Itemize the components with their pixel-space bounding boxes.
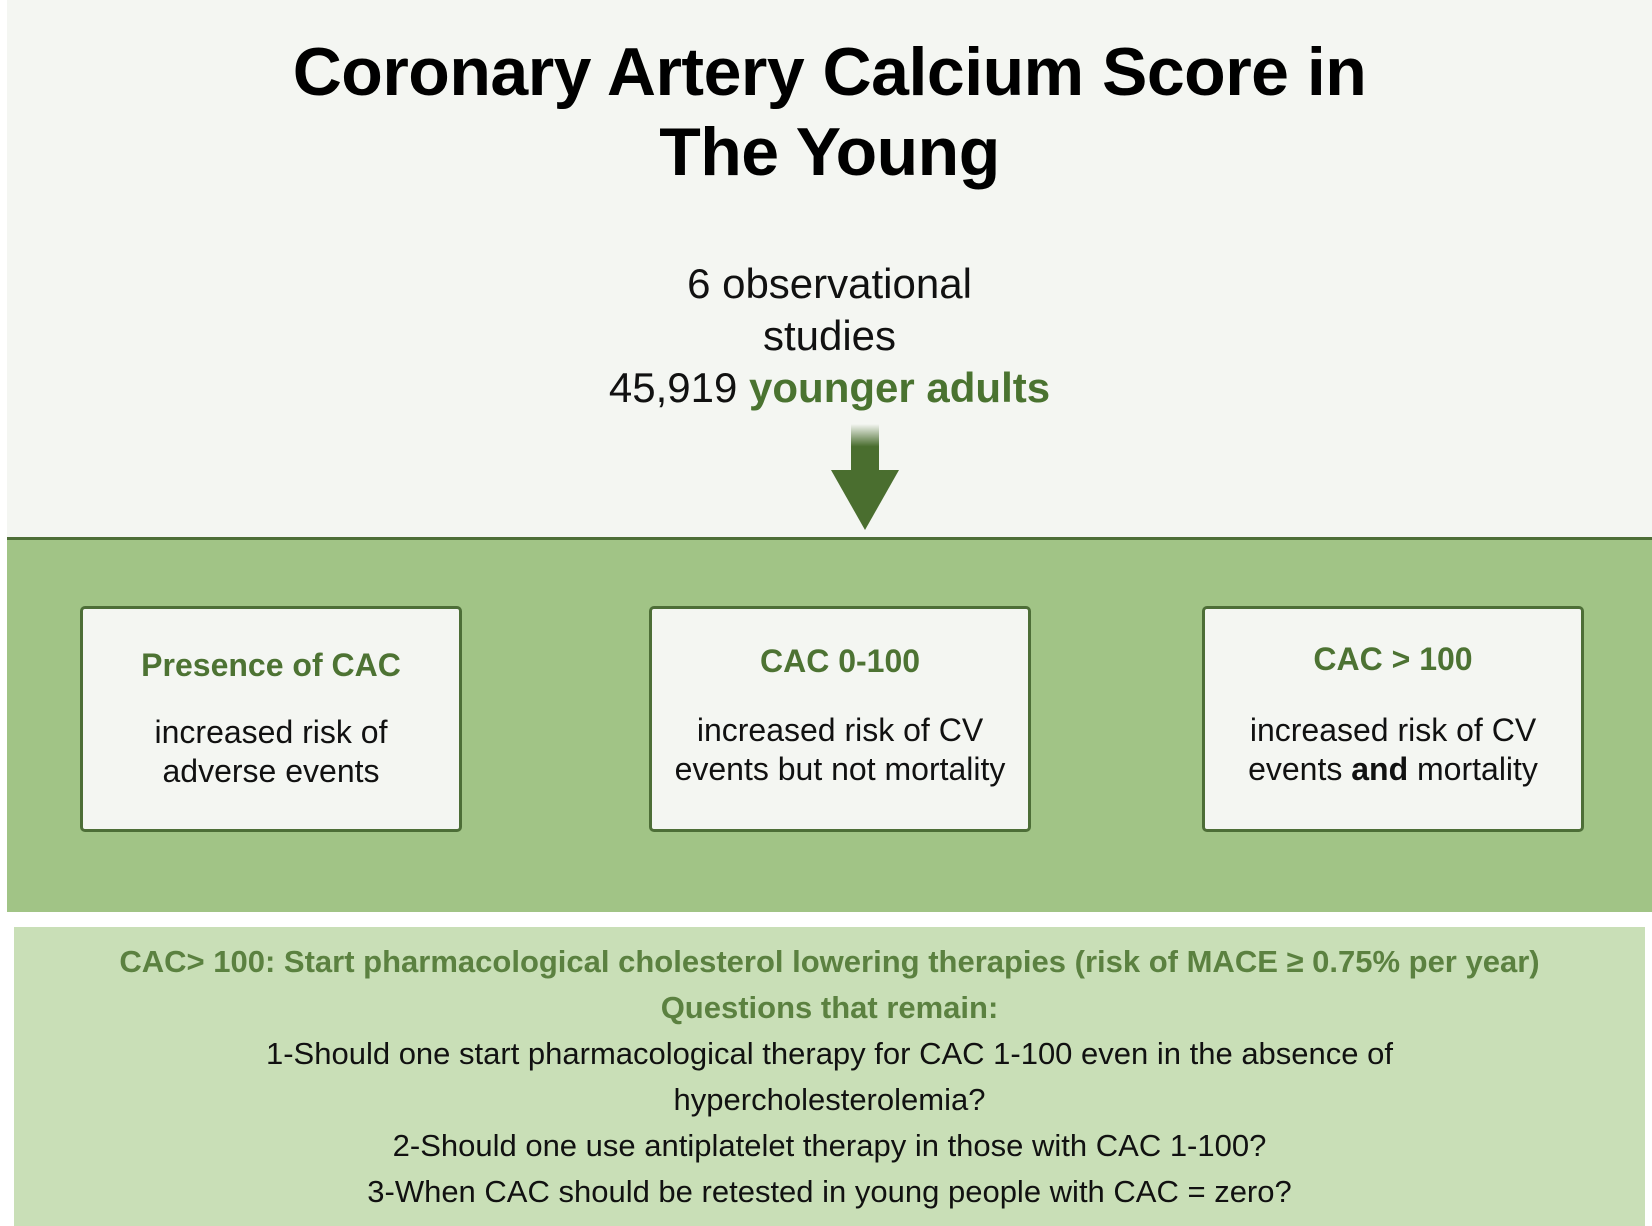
header-section	[7, 0, 1652, 537]
population-label: younger adults	[749, 364, 1051, 411]
recommendation-text: CAC> 100: Start pharmacological cholesterol lowering therapies (risk of MACE ≥ 0.75% per year)	[119, 944, 1540, 979]
question-line: 1-Should one start pharmacological therapy for CAC 1-100 even in the absence of	[265, 1036, 1393, 1071]
card-title: CAC > 100	[1313, 641, 1473, 677]
findings-band	[7, 537, 1652, 912]
page-title	[7, 32, 1652, 192]
card-presence-of-cac	[80, 606, 462, 832]
card-body-line-1: increased risk of	[154, 714, 388, 750]
card-body-emphasis: and	[1351, 751, 1409, 787]
question-line: 2-Should one use antiplatelet therapy in those with CAC 1-100?	[392, 1128, 1267, 1163]
card-cac-over-100	[1202, 606, 1584, 832]
questions-heading: Questions that remain:	[660, 990, 999, 1025]
card-body	[1205, 711, 1581, 789]
participant-count: 45,919	[608, 364, 738, 411]
card-body	[83, 713, 459, 791]
down-arrow-icon	[827, 424, 903, 532]
question-line: 3-When CAC should be retested in young people with CAC = zero?	[367, 1174, 1292, 1209]
card-body-text: events	[1248, 751, 1343, 787]
studies-line-1: 6 observational	[687, 260, 972, 307]
card-cac-0-100	[649, 606, 1031, 832]
title-line-1: Coronary Artery Calcium Score in	[292, 34, 1367, 110]
card-body-line-1: increased risk of CV	[696, 712, 984, 748]
card-title: CAC 0-100	[759, 643, 921, 679]
card-body-line-2	[1205, 750, 1581, 789]
card-body-line-2: adverse events	[162, 753, 380, 789]
studies-line-3	[7, 362, 1652, 414]
card-body-text: mortality	[1417, 751, 1538, 787]
studies-line-2: studies	[762, 312, 897, 359]
card-title: Presence of CAC	[141, 647, 401, 683]
title-line-2: The Young	[659, 114, 1000, 190]
card-body	[652, 711, 1028, 789]
card-body-line-2: events but not mortality	[674, 751, 1006, 787]
recommendation-panel	[14, 927, 1645, 1226]
question-line: hypercholesterolemia?	[673, 1082, 986, 1117]
study-summary	[7, 258, 1652, 414]
card-body-line-1: increased risk of CV	[1249, 712, 1537, 748]
